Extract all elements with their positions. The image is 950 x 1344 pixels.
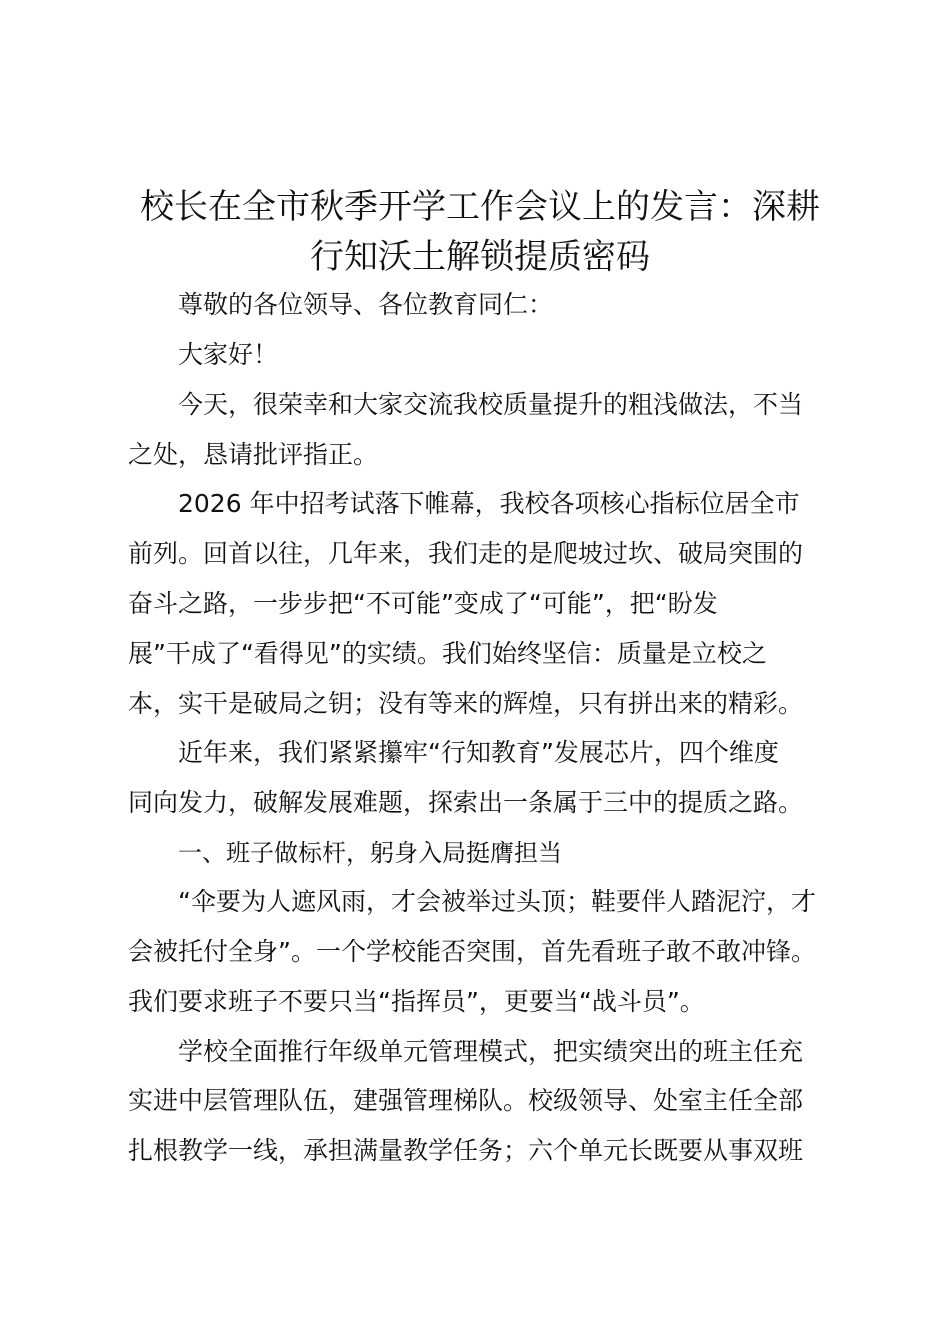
- document-title-line-2: 行知沃土解锁提质密码: [310, 237, 650, 277]
- salutation: 尊敬的各位领导、各位教育同仁：: [178, 290, 554, 319]
- body-line: 本，实干是破局之钥；没有等来的辉煌，只有拼出来的精彩。: [128, 689, 804, 718]
- body-line: 之处，恳请批评指正。: [128, 440, 379, 469]
- document-title-line-1: 校长在全市秋季开学工作会议上的发言：深耕: [140, 187, 820, 227]
- body-line: 实进中层管理队伍，建强管理梯队。校级领导、处室主任全部: [128, 1086, 804, 1115]
- body-line: 学校全面推行年级单元管理模式，把实绩突出的班主任充: [178, 1037, 804, 1066]
- body-line: 会被托付全身”。一个学校能否突围，首先看班子敢不敢冲锋。: [128, 937, 816, 966]
- body-line: 近年来，我们紧紧攥牢“行知教育”发展芯片，四个维度: [178, 738, 779, 767]
- body-line: “伞要为人遮风雨，才会被举过头顶；鞋要伴人踏泥泞，才: [178, 887, 816, 916]
- section-heading: 一、班子做标杆，躬身入局挺膺担当: [178, 839, 562, 867]
- body-line: 同向发力，破解发展难题，探索出一条属于三中的提质之路。: [128, 788, 804, 817]
- body-line: 扎根教学一线，承担满量教学任务；六个单元长既要从事双班: [128, 1136, 804, 1165]
- body-line: 奋斗之路，一步步把“不可能”变成了“可能”，把“盼发: [128, 589, 718, 618]
- body-line: 我们要求班子不要只当“指挥员”，更要当“战斗员”。: [128, 987, 705, 1016]
- body-line: 今天，很荣幸和大家交流我校质量提升的粗浅做法，不当: [178, 390, 804, 419]
- body-line: 展”干成了“看得见”的实绩。我们始终坚信：质量是立校之: [128, 639, 767, 668]
- body-line: 2026 年中招考试落下帷幕，我校各项核心指标位居全市: [178, 489, 800, 518]
- greeting: 大家好！: [178, 340, 279, 369]
- body-line: 前列。回首以往，几年来，我们走的是爬坡过坎、破局突围的: [128, 539, 804, 568]
